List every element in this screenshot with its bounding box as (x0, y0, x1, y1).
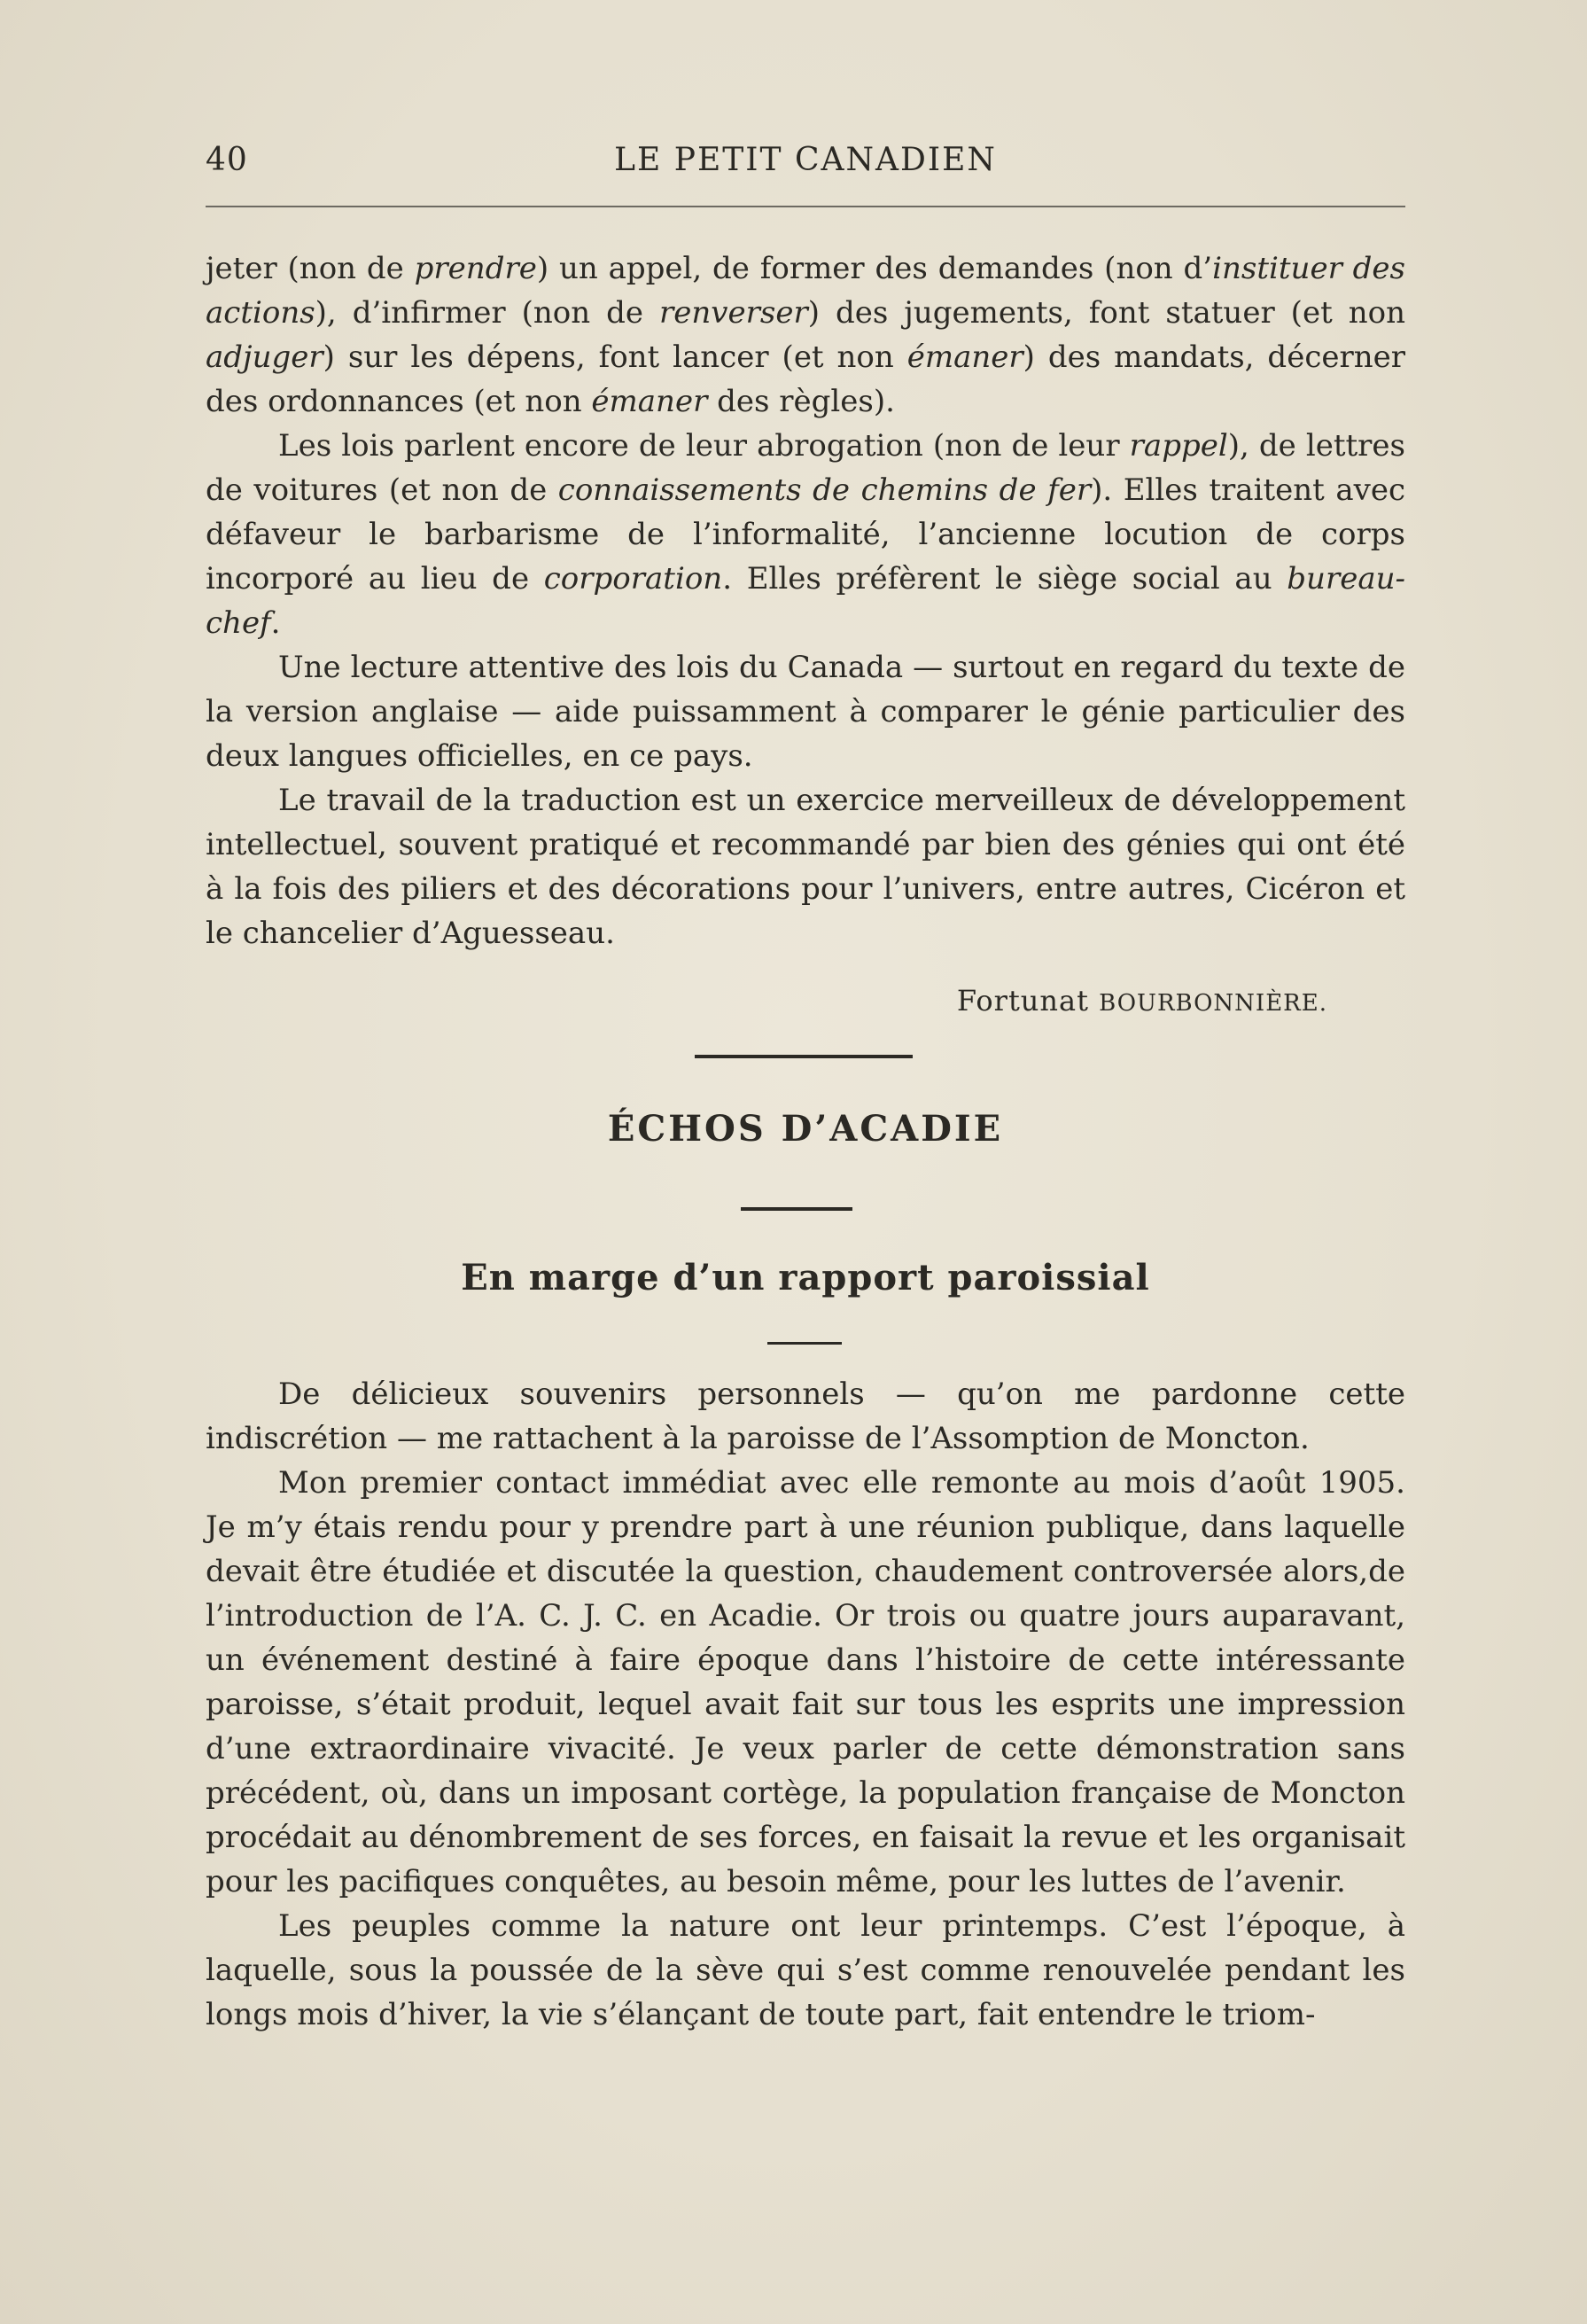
separator-rule (741, 1207, 852, 1211)
running-title: LE PETIT CANADIEN (614, 142, 997, 178)
author-first-name: Fortunat (956, 984, 1089, 1018)
header-rule (206, 206, 1405, 207)
paragraph: Les lois parlent encore de leur abrogation (non de leur rappel), de lettres de voitures (et non de connaissements de chemins de fer). Elles traitent avec défaveur le barbarisme de l’informalité, l’ancienne locution de corps incorporé au lieu de corporation. Elles préfèrent le siège social au bureau-chef. (206, 428, 1405, 641)
author-last-name: BOURBONNIÈRE. (1099, 990, 1327, 1017)
section-title: ÉCHOS D’ACADIE (607, 1108, 1004, 1150)
article-subtitle: En marge d’un rapport paroissial (461, 1257, 1150, 1298)
separator-rule (695, 1055, 913, 1058)
running-header (206, 133, 1405, 204)
paragraph: Les peuples comme la nature ont leur printemps. C’est l’époque, à laquelle, sous la poussée de la sève qui s’est comme renouvelée pendant les longs mois d’hiver, la vie s’élançant de toute part, fait entendre le triom- (206, 1908, 1405, 2032)
page-content (206, 133, 1406, 2032)
paragraph: De délicieux souvenirs personnels — qu’on me pardonne cette indiscrétion — me rattachent à la paroisse de l’Assomption de Moncton. (206, 1376, 1405, 1456)
author-signature (957, 984, 1327, 1018)
paragraph: jeter (non de prendre) un appel, de former des demandes (non d’instituer des actions), d’infirmer (non de renverser) des jugements, font statuer (et non adjuger) sur les dépens, font lancer (et non émaner) des mandats, décerner des ordonnances (et non émaner des règles). (206, 251, 1406, 419)
separator-rule (767, 1342, 842, 1345)
paragraph: Une lecture attentive des lois du Canada — surtout en regard du texte de la version anglaise — aide puissamment à comparer le génie particulier des deux langues officielles, en ce pays. (206, 650, 1405, 774)
page-number: 40 (206, 142, 248, 178)
article-two-body (206, 1372, 1405, 2037)
paragraph: Le travail de la traduction est un exercice merveilleux de développement intellectuel, souvent pratiqué et recommandé par bien des génies qui ont été à la fois des piliers et des décorations pour l’univers, entre autres, Cicéron et le chancelier d’Aguesseau. (206, 783, 1405, 951)
article-one-body (206, 246, 1405, 955)
paragraph: Mon premier contact immédiat avec elle remonte au mois d’août 1905. Je m’y étais rendu pour y prendre part à une réunion publique, dans laquelle devait être étudiée et discutée la question, chaudement controversée alors,de l’introduction de l’A. C. J. C. en Acadie. Or trois ou quatre jours auparavant, un événement destiné à faire époque dans l’histoire de cette intéressante paroisse, s’était produit, lequel avait fait sur tous les esprits une impression d’une extraordinaire vivacité. Je veux parler de cette démonstration sans précédent, où, dans un imposant cortège, la population française de Moncton procédait au dénombrement de ses forces, en faisait la revue et les organisait pour les pacifiques conquêtes, au besoin même, pour les luttes de l’avenir. (206, 1465, 1405, 1899)
